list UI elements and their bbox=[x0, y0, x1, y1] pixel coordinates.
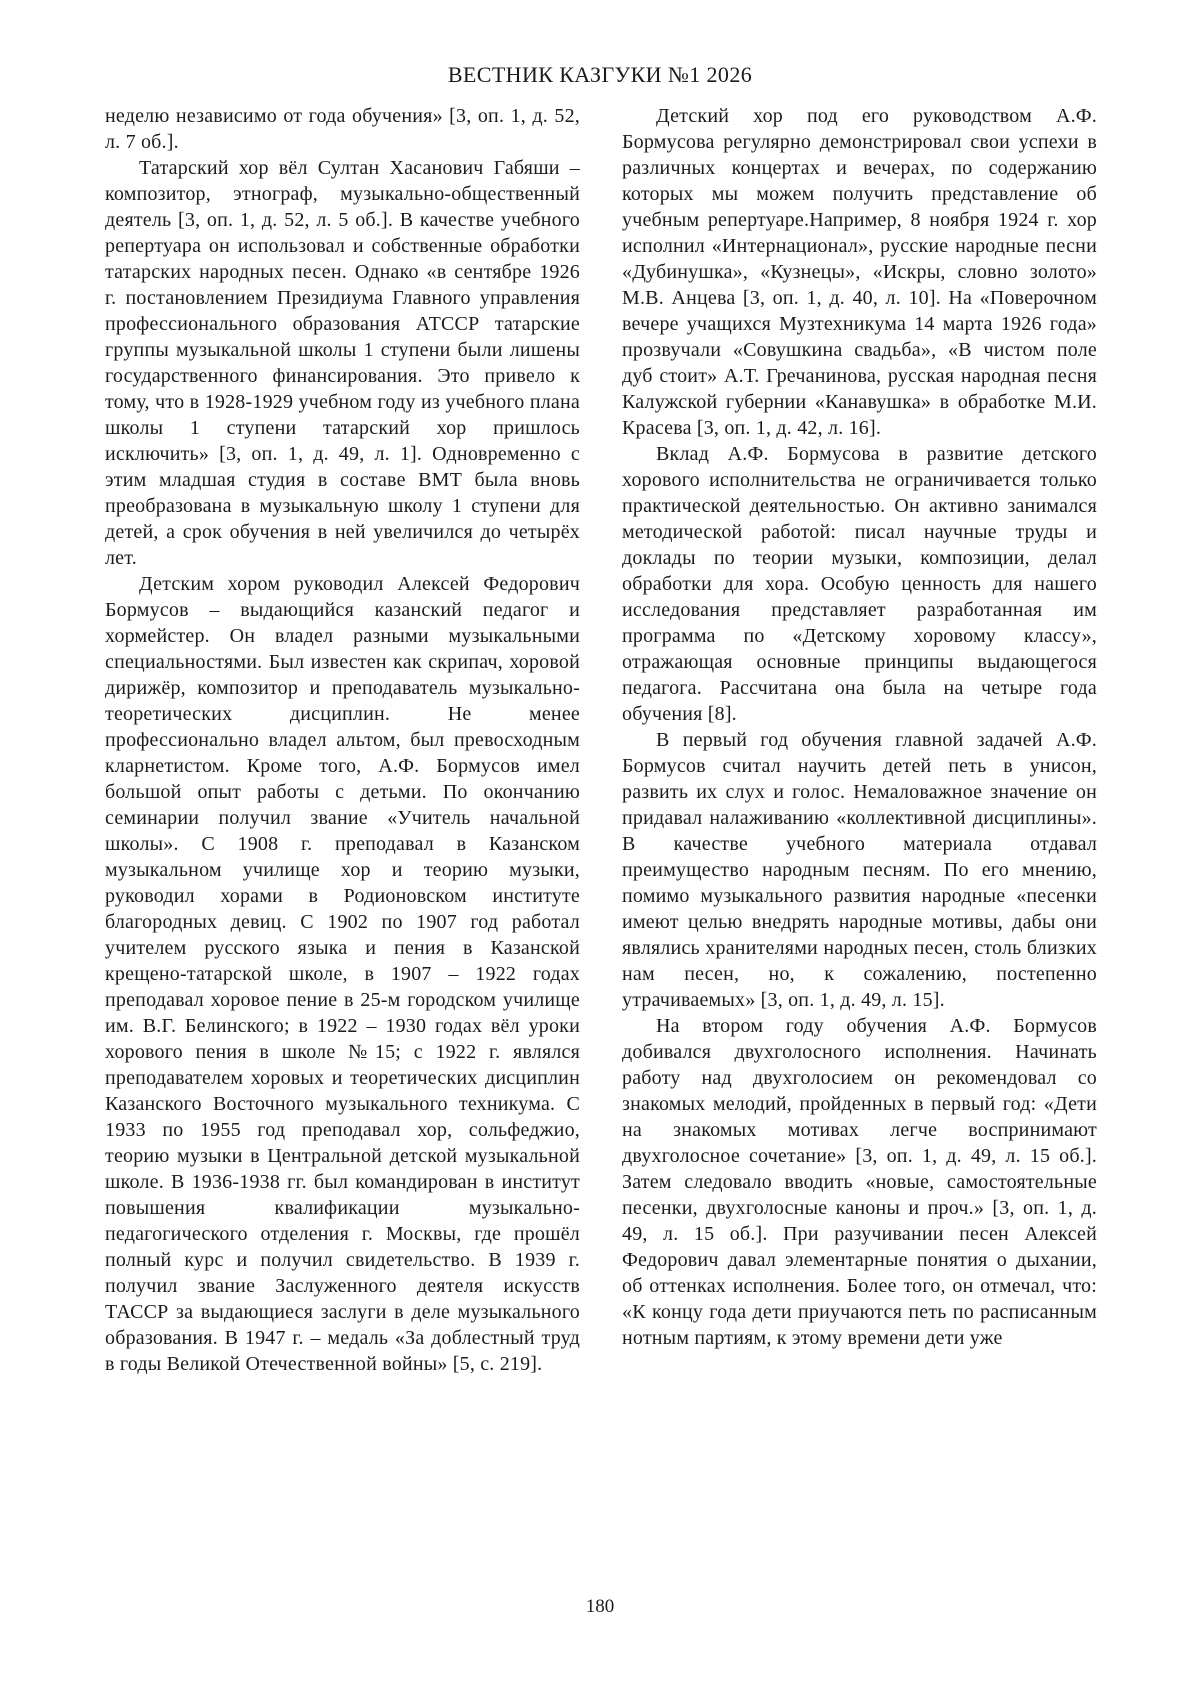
paragraph: В первый год обучения главной задачей А.Ф. Бормусов считал научить детей петь в унисон, развить их слух и голос. Немаловажное значение он придавал налаживанию «коллективной дисциплины». В качестве учебного материала отдавал преимущество народным песням. По его мнению, помимо музыкального развития народные «песенки имеют целью внедрять народные мотивы, дабы они являлись хранителями народных песен, столь близких нам песен, но, к сожалению, постепенно утрачиваемых» [3, оп. 1, д. 49, л. 15]. bbox=[622, 729, 1097, 1011]
right-column bbox=[622, 103, 1097, 1377]
paragraph: Детским хором руководил Алексей Федорович Бормусов – выдающийся казанский педагог и хормейстер. Он владел разными музыкальными специальностями. Был известен как скрипач, хоровой дирижёр, композитор и преподаватель музыкально-теоретических дисциплин. Не менее профессионально владел альтом, был превосходным кларнетистом. Кроме того, А.Ф. Бормусов имел большой опыт работы с детьми. По окончанию семинарии получил звание «Учитель начальной школы». С 1908 г. преподавал в Казанском музыкальном училище хор и теорию музыки, руководил хорами в Родионовском институте благородных девиц. С 1902 по 1907 год работал учителем русского языка и пения в Казанской крещено-татарской школе, в 1907 – 1922 годах преподавал хоровое пение в 25-м городском училище им. В.Г. Белинского; в 1922 – 1930 годах вёл уроки хорового пения в школе №15; с 1922 г. являлся преподавателем хоровых и теоретических дисциплин Казанского Восточного музыкального техникума. С 1933 по 1955 год преподавал хор, сольфеджио, теорию музыки в Центральной детской музыкальной школе. В 1936-1938 гг. был командирован в институт повышения квалификации музыкально-педагогического отделения г. Москвы, где прошёл полный курс и получил свидетельство. В 1939 г. получил звание Заслуженного деятеля искусств ТАССР за выдающиеся заслуги в деле музыкального образования. В 1947 г. – медаль «За доблестный труд в годы Великой Отечественной войны» [5, с. 219]. bbox=[105, 573, 580, 1375]
paragraph: На втором году обучения А.Ф. Бормусов добивался двухголосного исполнения. Начинать работу над двухголосием он рекомендовал со знакомых мелодий, пройденных в первый год: «Дети на знакомых мотивах легче воспринимают двухголосное сочетание» [3, оп. 1, д. 49, л. 15 об.]. Затем следовало вводить «новые, самостоятельные песенки, двухголосные каноны и проч.» [3, оп. 1, д. 49, л. 15 об.]. При разучивании песен Алексей Федорович давал элементарные понятия о дыхании, об оттенках исполнения. Более того, он отмечал, что: «К концу года дети приучаются петь по расписанным нотным партиям, к этому времени дети уже bbox=[622, 1015, 1097, 1349]
page-number: 180 bbox=[585, 1596, 615, 1617]
two-column-text-block bbox=[105, 103, 1097, 1377]
journal-title: ВЕСТНИК КАЗГУКИ №1 2026 bbox=[447, 62, 753, 87]
paragraph: Татарский хор вёл Султан Хасанович Габяши – композитор, этнограф, музыкально-общественный деятель [3, оп. 1, д. 52, л. 5 об.]. В качестве учебного репертуара он использовал и собственные обработки татарских народных песен. Однако «в сентябре 1926 г. постановлением Президиума Главного управления профессионального образования АТССР татарские группы музыкальной школы 1 ступени были лишены государственного финансирования. Это привело к тому, что в 1928-1929 учебном году из учебного плана школы 1 ступени татарский хор пришлось исключить» [3, оп. 1, д. 49, л. 1]. Одновременно с этим младшая студия в составе ВМТ была вновь преобразована в музыкальную школу 1 ступени для детей, а срок обучения в ней увеличился до четырёх лет. bbox=[105, 157, 580, 569]
left-column bbox=[105, 103, 580, 1377]
paragraph: Вклад А.Ф. Бормусова в развитие детского хорового исполнительства не ограничивается только практической деятельностью. Он активно занимался методической работой: писал научные труды и доклады по теории музыки, композиции, делал обработки для хора. Особую ценность для нашего исследования представляет разработанная им программа по «Детскому хоровому классу», отражающая основные принципы выдающегося педагога. Рассчитана она была на четыре года обучения [8]. bbox=[622, 443, 1097, 725]
paragraph: Детский хор под его руководством А.Ф. Бормусова регулярно демонстрировал свои успехи в различных концертах и вечерах, по содержанию которых мы можем получить представление об учебным репертуаре.Например, 8 ноября 1924 г. хор исполнил «Интернационал», русские народные песни «Дубинушка», «Кузнецы», «Искры, словно золото» М.В. Анцева [3, оп. 1, д. 40, л. 10]. На «Поверочном вечере учащихся Музтехникума 14 марта 1926 года» прозвучали «Совушкина свадьба», «В чистом поле дуб стоит» А.Т. Гречанинова, русская народная песня Калужской губернии «Канавушка» в обработке М.И. Красева [3, оп. 1, д. 42, л. 16]. bbox=[622, 105, 1097, 439]
paragraph-continuation: неделю независимо от года обучения» [3, оп. 1, д. 52, л. 7 об.]. bbox=[105, 105, 580, 153]
